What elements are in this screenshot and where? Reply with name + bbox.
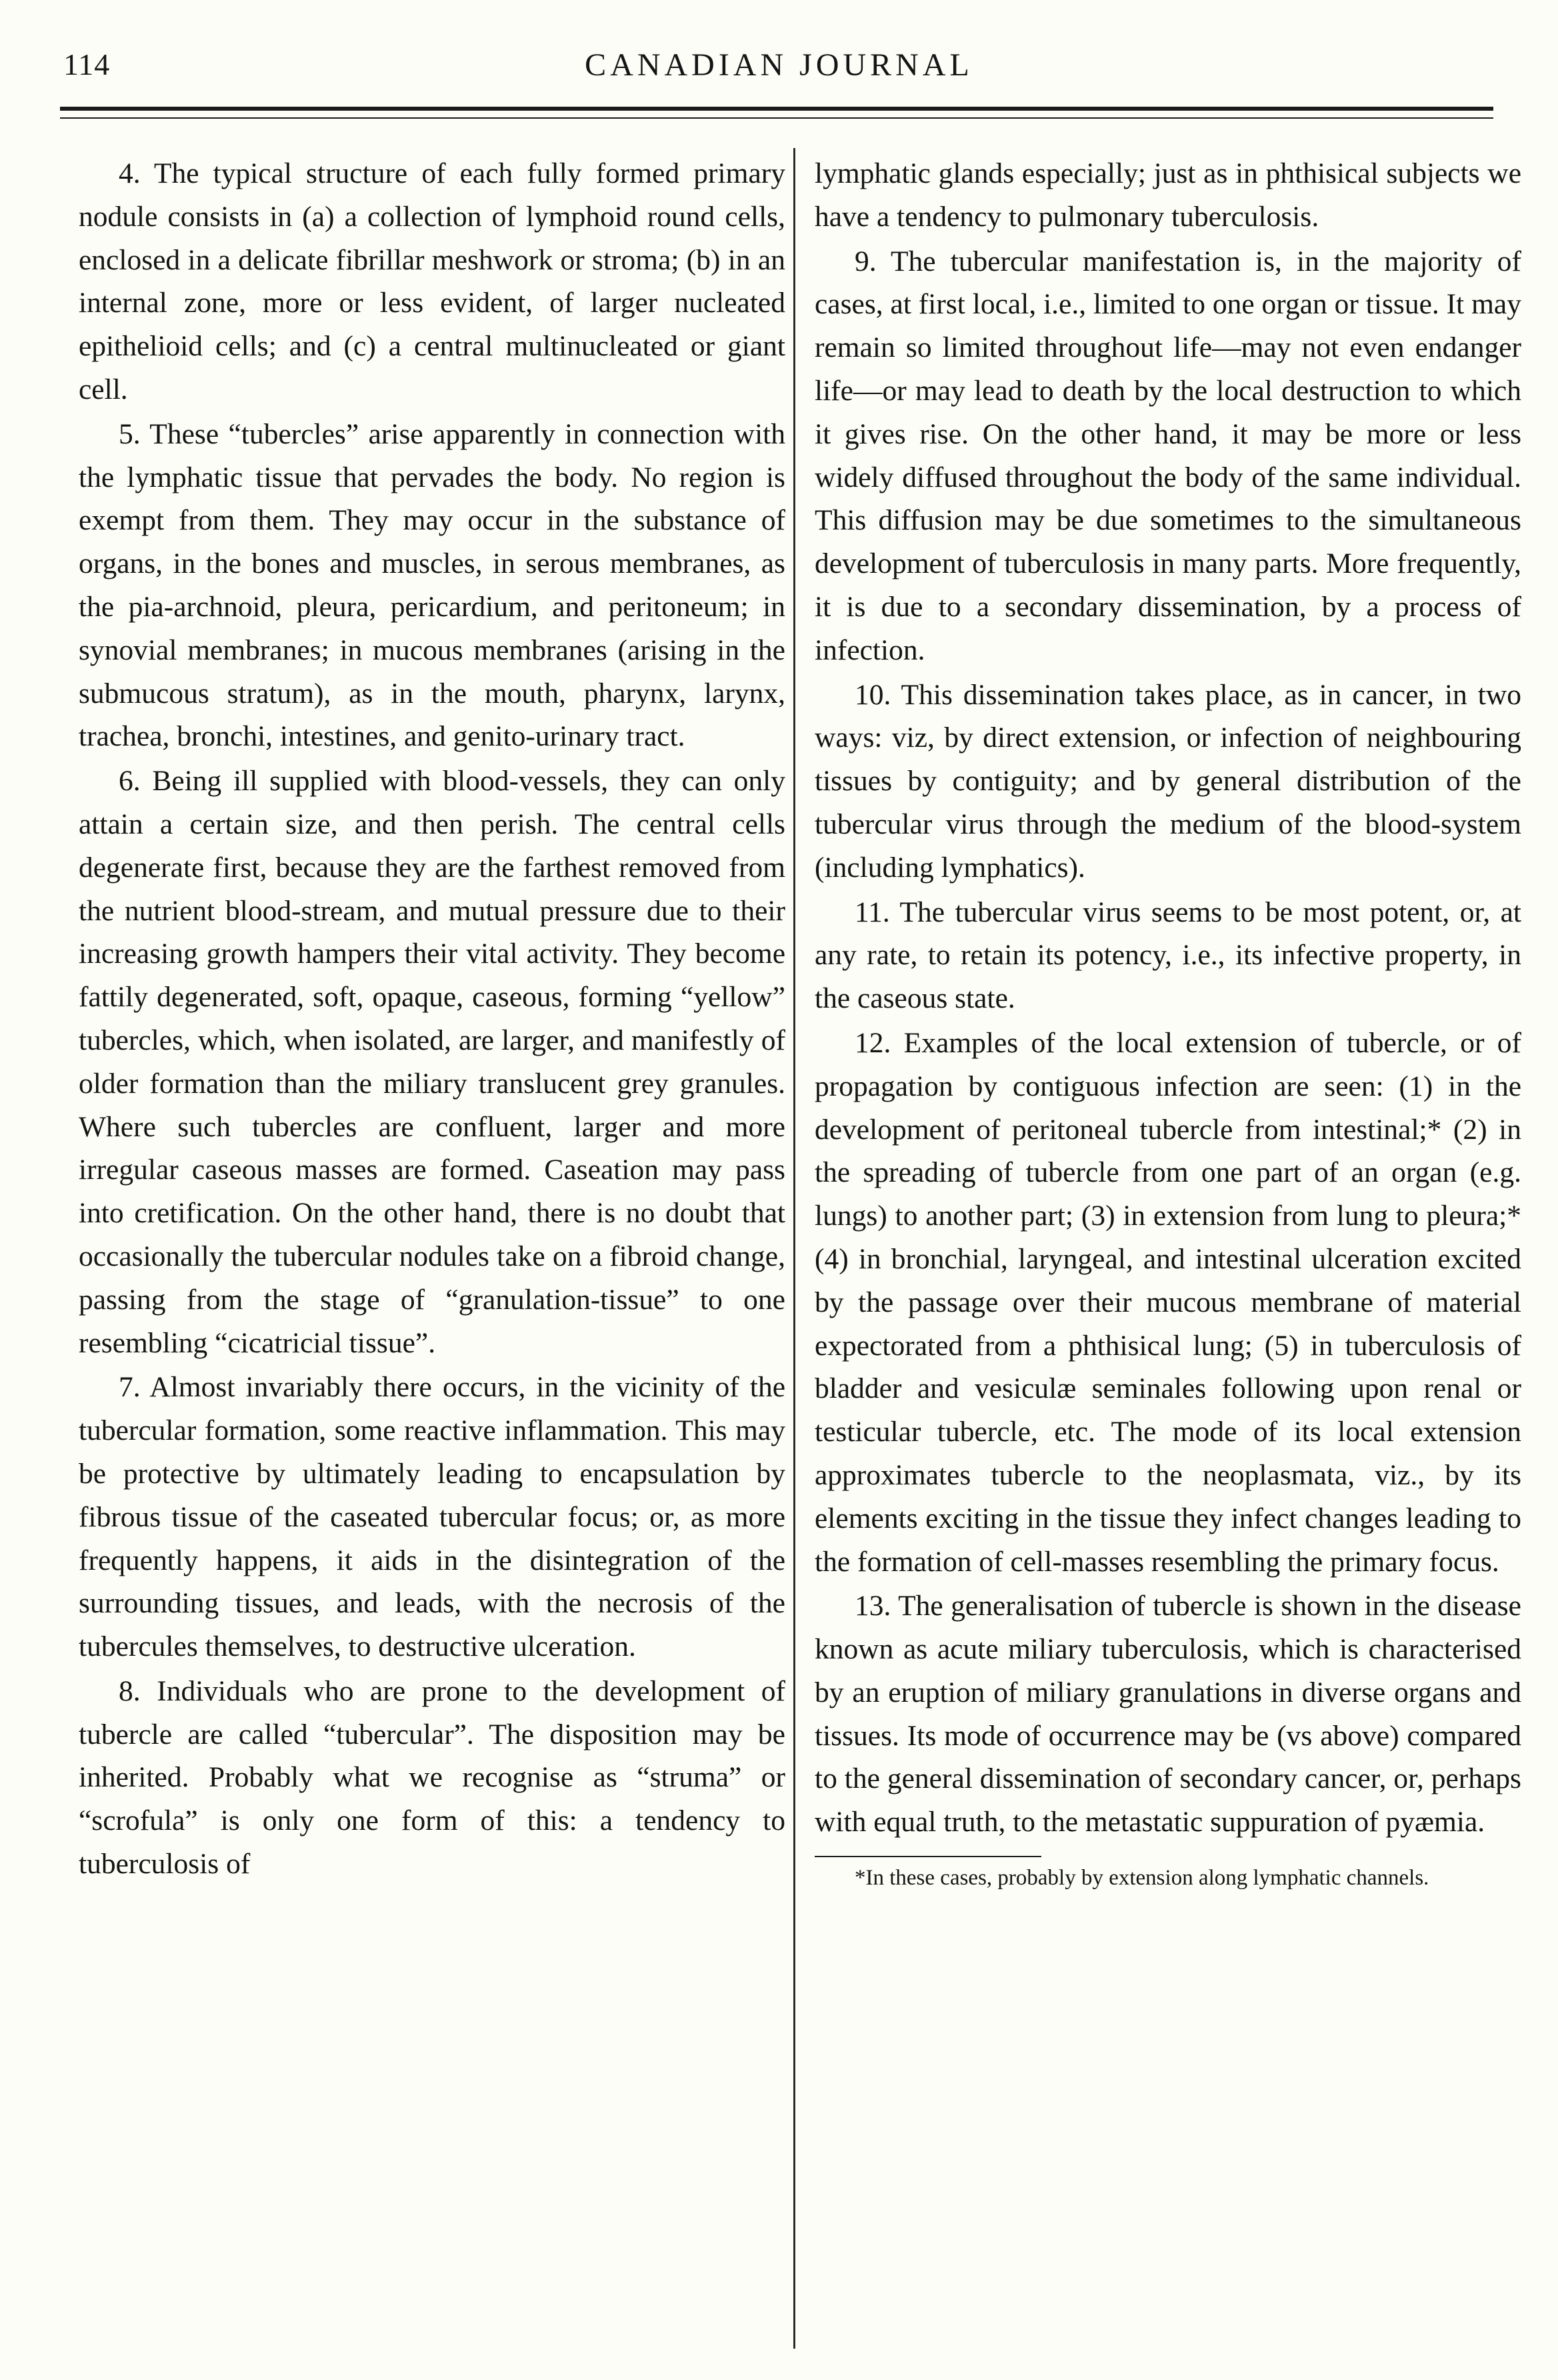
page-header: [63, 47, 1495, 93]
paragraph-9: 9. The tubercular manifestation is, in the majority of cases, at first local, i.e., limited to one organ or tissue. It may remain so limited throughout life—may not even endanger life—or may lead to death by the local destruction to which it gives rise. On the other hand, it may be more or less widely diffused throughout the body of the same individual. This diffusion may be due sometimes to the simultaneous development of tuberculosis in many parts. More frequently, it is due to a secondary dissemination, by a process of infection.: [815, 245, 1521, 666]
paragraph-8-continued: lymphatic glands especially; just as in phthisical subjects we have a tendency to pulmonary tuberculosis.: [815, 157, 1521, 233]
paragraph-12: 12. Examples of the local extension of tubercle, or of propagation by contiguous infection are seen: (1) in the development of peritoneal tubercle from intestinal;* (2) in the spreading of tubercle from one part of an organ (e.g. lungs) to another part; (3) in extension from lung to pleura;* (4) in bronchial, laryngeal, and intestinal ulceration excited by the passage over their mucous membrane of material expectorated from a phthisical lung; (5) in tuberculosis of bladder and vesiculæ seminales following upon renal or testicular tubercle, etc. The mode of its local extension approximates tubercle to the neoplasmata, viz., by its elements exciting in the tissue they infect changes leading to the formation of cell-masses resembling the primary focus.: [815, 1026, 1521, 1578]
footnote: *In these cases, probably by extension along lymphatic channels.: [855, 1866, 1429, 1891]
paragraph-7: 7. Almost invariably there occurs, in the vicinity of the tubercular formation, some reactive inflammation. This may be protective by ultimately leading to encapsulation by fibrous tissue of the caseated tubercular focus; or, as more frequently happens, it aids in the disintegration of the surrounding tissues, and leads, with the necrosis of the tubercules themselves, to destructive ulceration.: [79, 1371, 785, 1663]
header-rule: [60, 107, 1493, 111]
paragraph-8: 8. Individuals who are prone to the development of tubercle are called “tubercular”. The disposition may be inherited. Probably what we recognise as “struma” or “scrofula” is only one form of this: a tendency to tuberculosis of: [79, 1674, 785, 1881]
paragraph-4: 4. The typical structure of each fully formed primary nodule consists in (a) a collection of lymphoid round cells, enclosed in a delicate fibrillar meshwork or stroma; (b) in an internal zone, more or less evident, of larger nucleated epithelioid cells; and (c) a central multinucleated or giant cell.: [79, 157, 785, 405]
right-column: [815, 152, 1521, 1892]
header-rule-thin: [60, 117, 1493, 119]
page-number: 114: [63, 47, 111, 81]
paragraph-6: 6. Being ill supplied with blood-vessels, they can only attain a certain size, and then perish. The central cells degenerate first, because they are the farthest removed from the nutrient blood-stream, and mutual pressure due to their increasing growth hampers their vital activity. They become fattily degenerated, soft, opaque, caseous, forming “yellow” tubercles, which, when isolated, are larger, and manifestly of older formation than the miliary translucent grey granules. Where such tubercles are confluent, larger and more irregular caseous masses are formed. Caseation may pass into cretification. On the other hand, there is no doubt that occasionally the tubercular nodules take on a fibroid change, passing from the stage of “granulation-tissue” to one resembling “cicatricial tissue”.: [79, 765, 785, 1359]
paragraph-13: 13. The generalisation of tubercle is shown in the disease known as acute miliary tuberculosis, which is characterised by an eruption of miliary granulations in diverse organs and tissues. Its mode of occurrence may be (vs above) compared to the general dissemination of secondary cancer, or, perhaps with equal truth, to the metastatic suppuration of pyæmia.: [815, 1590, 1521, 1839]
paragraph-5: 5. These “tubercles” arise apparently in connection with the lymphatic tissue that pervades the body. No region is exempt from them. They may occur in the substance of organs, in the bones and muscles, in serous membranes, as the pia-archnoid, pleura, pericardium, and peritoneum; in synovial membranes; in mucous membranes (arising in the submucous stratum), as in the mouth, pharynx, larynx, trachea, bronchi, intestines, and genito-urinary tract.: [79, 417, 785, 753]
running-head: CANADIAN JOURNAL: [585, 47, 973, 83]
column-divider: [793, 148, 795, 2349]
left-column: [79, 152, 785, 1886]
paragraph-11: 11. The tubercular virus seems to be most potent, or, at any rate, to retain its potency, i.e., its infective property, in the caseous state.: [815, 896, 1521, 1015]
footnote-rule: [815, 1856, 1041, 1857]
paragraph-10: 10. This dissemination takes place, as in cancer, in two ways: viz, by direct extension, or infection of neighbouring tissues by contiguity; and by general distribution of the tubercular virus through the medium of the blood-system (including lymphatics).: [815, 678, 1521, 884]
